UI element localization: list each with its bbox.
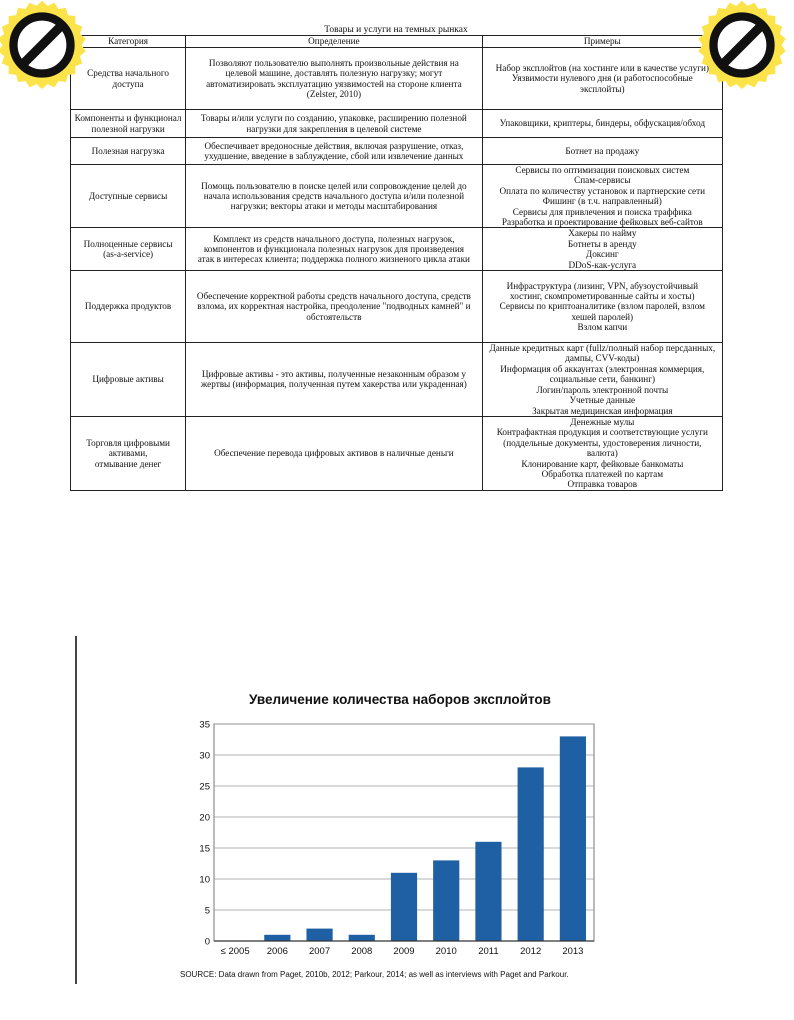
cell-examples-line: Учетные данные: [569, 395, 636, 406]
cell-category-line: отмывание денег: [94, 458, 162, 469]
cell-category-line: Поддержка продуктов: [84, 301, 172, 312]
cell-category-line: Полноценные сервисы: [83, 238, 173, 249]
cell-definition-line: Обеспечение перевода цифровых активов в наличные деньги: [214, 448, 454, 459]
y-tick-label: 25: [199, 781, 210, 793]
x-tick-label: 2008: [351, 946, 373, 957]
cell-category-line: Средства начального: [87, 68, 170, 79]
cell-examples-line: Взлом капчи: [577, 322, 628, 333]
cell-examples-line: дампы, CVV-коды): [565, 353, 640, 364]
y-tick-label: 20: [199, 812, 210, 824]
cell-category-line: Торговля цифровыми: [86, 437, 170, 448]
cell-examples-line: Логин/пароль электронной почты: [536, 384, 669, 395]
cell-examples-line: эксплойты): [580, 83, 625, 94]
cell-examples-line: Информация об аккаунтах (электронная коммерция,: [500, 363, 705, 374]
chart-title: Увеличение количества наборов эксплойтов: [249, 692, 551, 707]
header-examples: Примеры: [482, 36, 722, 48]
cell-definition-line: автоматизировать эксплуатацию уязвимостей на стороне клиента: [206, 78, 462, 89]
cell-examples-line: Фишинг (в т.ч. направленный): [542, 196, 662, 207]
x-tick-label: 2007: [308, 946, 331, 957]
cell-definition-line: Помощь пользователю в поиске целей или сопровождение целей до: [201, 180, 467, 191]
bar: [349, 935, 375, 941]
bar: [518, 767, 544, 941]
bar: [475, 842, 501, 941]
cell-definition-line: Товары и/или услуги по созданию, упаковке, расширению полезной: [200, 113, 467, 124]
y-tick-label: 5: [204, 905, 210, 917]
header-definition: Определение: [186, 36, 482, 48]
cell-examples-line: Сервисы по криптоаналитике (взлом паролей, взлом: [499, 301, 705, 312]
x-tick-label: 2013: [562, 946, 584, 957]
x-tick-label: 2011: [478, 946, 499, 957]
bar: [391, 873, 417, 941]
cell-examples-line: Упаковщики, криптеры, биндеры, обфускация/обход: [499, 118, 706, 129]
cell-definition-line: Позволяют пользователю выполнять произвольные действия на: [208, 57, 459, 68]
y-tick-label: 30: [199, 750, 210, 762]
bar: [306, 929, 332, 941]
bar: [264, 935, 290, 941]
cell-examples-line: Спам-сервисы: [574, 175, 631, 186]
cell-definition-line: жертвы (информация, полученная путем хакерства или украденная): [200, 379, 467, 390]
cell-definition-line: (Zelster, 2010): [306, 88, 362, 99]
cell-examples-line: Оплата по количеству установок и партнерские сети: [499, 185, 706, 196]
cell-examples-line: Денежные мулы: [570, 416, 635, 427]
table-title: Товары и услуги на темных рынках: [324, 25, 468, 35]
cell-category-line: активами,: [108, 448, 148, 459]
cell-examples-line: Хакеры по найму: [568, 228, 637, 239]
cell-definition-line: взлома, их корректная настройка, преодоление "подводных камней" и: [197, 301, 471, 312]
cell-category-line: доступа: [112, 78, 144, 89]
bar: [560, 736, 586, 941]
cell-examples-line: Уязвимости нулевого дня (и работоспособные: [511, 73, 693, 84]
cell-definition-line: Цифровые активы - это активы, полученные незаконным образом у: [201, 369, 466, 380]
cell-examples-line: Данные кредитных карт (fullz/полный набор персданных,: [489, 343, 716, 354]
cell-examples-line: Контрафактная продукция и соответствующие услуги: [496, 427, 708, 438]
cell-examples-line: Разработка и проектирование фейковых веб-сайтов: [501, 217, 703, 228]
chart-source: SOURCE: Data drawn from Paget, 2010b, 2012; Parkour, 2014; as well as interviews with Paget and Parkour.: [180, 970, 569, 979]
cell-definition-line: атак в интересах клиента; поддержка полного жизненого цикла атаки: [197, 254, 470, 265]
cell-definition-line: нагрузки; векторы атаки и методы масштабирования: [230, 201, 438, 212]
bar: [433, 860, 459, 941]
cell-examples-line: Сервисы для привлечения и поиска траффика: [512, 206, 692, 217]
cell-definition-line: Комплект из средств начального доступа, полезных нагрузок,: [213, 233, 455, 244]
x-tick-label: 2006: [266, 946, 288, 957]
cell-examples-line: DDoS-как-услуга: [568, 259, 637, 270]
cell-examples-line: Сервисы по оптимизации поисковых систем: [515, 165, 690, 175]
cell-examples-line: Набор эксплойтов (на хостинге или в качестве услуги): [495, 62, 709, 73]
cell-definition-line: Обеспечивает вредоносные действия, включая разрушение, отказ,: [204, 140, 464, 151]
cell-examples-line: (поддельные документы, удостоверения личности,: [503, 437, 702, 448]
cell-definition-line: целевой машине, доставлять полезную нагрузку; могут: [225, 68, 443, 79]
x-tick-label: 2010: [435, 946, 457, 957]
cell-examples-line: Ботнеты в аренду: [567, 238, 637, 249]
x-tick-label: ≤ 2005: [220, 946, 250, 957]
y-tick-label: 15: [199, 843, 210, 855]
cell-examples-line: социальные сети, банкинг): [549, 374, 656, 385]
cell-category-line: полезной нагрузки: [91, 123, 165, 134]
y-tick-label: 0: [204, 936, 210, 948]
cell-examples-line: Отправка товаров: [567, 479, 638, 490]
header-category: Категория: [71, 36, 186, 48]
cell-definition-line: обстоятельств: [306, 311, 362, 322]
cell-examples-line: Доксинг: [585, 249, 619, 260]
cell-category-line: Доступные сервисы: [88, 191, 168, 202]
cell-examples-line: хешей паролей): [571, 311, 634, 322]
cell-examples-line: Ботнет на продажу: [565, 145, 640, 156]
cell-examples-line: Инфраструктура (лизинг, VPN, абузоустойчивый: [506, 280, 699, 291]
cell-definition-line: ухудшение, введение в заблуждение, сбой или извлечение данных: [204, 151, 464, 161]
cell-definition-line: Обеспечение корректной работы средств начального доступа, средств: [196, 290, 471, 301]
cell-examples-line: Обработка платежей по картам: [541, 468, 664, 479]
cell-examples-line: валюта): [586, 448, 618, 459]
cell-examples-line: Закрытая медицинская информация: [532, 405, 673, 416]
cell-category-line: (as-a-service): [103, 249, 154, 260]
cell-category-line: Полезная нагрузка: [91, 145, 165, 156]
cell-examples-line: хостинг, скомпрометированные сайты и хосты): [510, 290, 695, 301]
cell-category-line: Компоненты и функционал: [74, 113, 182, 124]
cell-category-line: Цифровые активы: [92, 374, 164, 385]
cell-definition-line: нагрузки для закрепления в целевой системе: [246, 123, 422, 134]
cell-definition-line: начала использования средств начального доступа и/или полезной: [203, 191, 465, 202]
x-tick-label: 2009: [393, 946, 415, 957]
y-tick-label: 35: [199, 719, 210, 731]
x-tick-label: 2012: [520, 946, 542, 957]
y-tick-label: 10: [199, 874, 210, 886]
cell-definition-line: компонентов и функционала полезных нагрузок для произведения: [203, 244, 464, 255]
cell-examples-line: Клонирование карт, фейковые банкоматы: [521, 458, 684, 469]
